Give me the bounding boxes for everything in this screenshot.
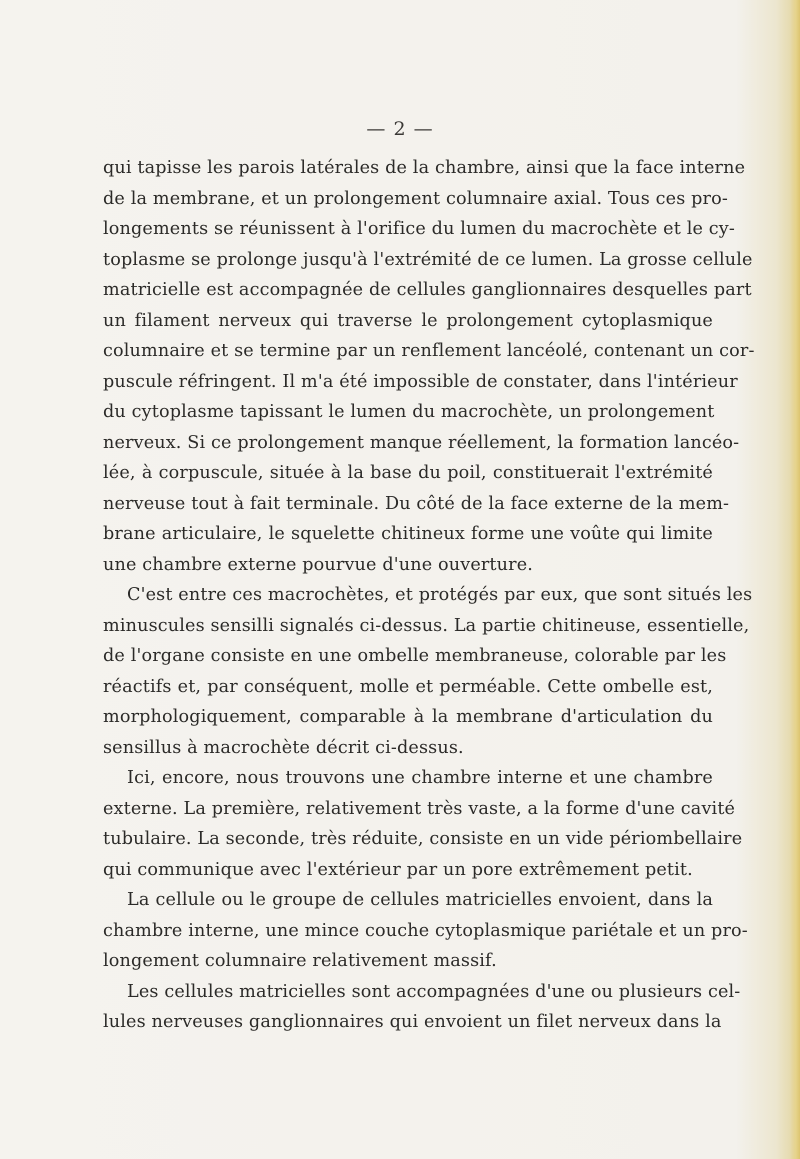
text-line: de l'organe consiste en une ombelle membraneuse, colorable par les [103, 646, 727, 666]
text-line: longements se réunissent à l'orifice du lumen du macrochète et le cy- [103, 219, 735, 239]
text-line: nerveux. Si ce prolongement manque réellement, la formation lancéo- [103, 432, 740, 453]
text-line: Les cellules matricielles sont accompagnées d'une ou plusieurs cel- [127, 981, 741, 1002]
page-edge-discoloration [790, 0, 800, 1159]
text-line: morphologiquement, comparable à la membrane d'articulation du [103, 707, 713, 727]
text-line: de la membrane, et un prolongement columnaire axial. Tous ces pro- [103, 188, 728, 209]
text-line: columnaire et se termine par un renflement lancéolé, contenant un cor- [103, 341, 755, 361]
text-line: qui tapisse les parois latérales de la chambre, ainsi que la face interne [103, 158, 746, 178]
text-line: puscule réfringent. Il m'a été impossible de constater, dans l'intérieur [103, 371, 738, 392]
text-line: nerveuse tout à fait terminale. Du côté de la face externe de la mem- [103, 493, 730, 514]
text-line: La cellule ou le groupe de cellules matricielles envoient, dans la [127, 890, 713, 910]
text-line: un filament nerveux qui traverse le prolongement cytoplasmique [103, 310, 713, 331]
text-line: du cytoplasme tapissant le lumen du macrochète, un prolongement [103, 402, 715, 422]
text-line: Ici, encore, nous trouvons une chambre interne et une chambre [127, 768, 713, 788]
text-line: qui communique avec l'extérieur par un pore extrêmement petit. [103, 859, 693, 880]
text-line: C'est entre ces macrochètes, et protégés par eux, que sont situés les [127, 585, 753, 605]
text-line: réactifs et, par conséquent, molle et perméable. Cette ombelle est, [103, 676, 713, 697]
body-text [103, 153, 755, 1038]
text-line: tubulaire. La seconde, très réduite, consiste en un vide périombellaire [103, 829, 743, 849]
paragraph [103, 977, 741, 1038]
text-line: brane articulaire, le squelette chitineux forme une voûte qui limite [103, 524, 713, 544]
text-line: sensillus à macrochète décrit ci-dessus. [103, 737, 464, 758]
paragraph [103, 153, 755, 580]
paragraph [103, 580, 753, 763]
text-line: externe. La première, relativement très vaste, a la forme d'une cavité [103, 798, 736, 819]
text-line: toplasme se prolonge jusqu'à l'extrémité de ce lumen. La grosse cellule [103, 249, 753, 270]
page-number: — 2 — [366, 118, 434, 140]
text-line: lée, à corpuscule, située à la base du poil, constituerait l'extrémité [103, 463, 713, 483]
text-line: chambre interne, une mince couche cytoplasmique pariétale et un pro- [103, 920, 748, 941]
text-line: une chambre externe pourvue d'une ouverture. [103, 554, 534, 575]
text-line: longement columnaire relativement massif. [103, 951, 497, 971]
text-line: matricielle est accompagnée de cellules ganglionnaires desquelles part [103, 280, 752, 300]
paragraph [103, 885, 748, 977]
text-line: lules nerveuses ganglionnaires qui envoient un filet nerveux dans la [103, 1012, 722, 1032]
text-line: minuscules sensilli signalés ci-dessus. La partie chitineuse, essentielle, [103, 615, 750, 636]
paragraph [103, 763, 743, 885]
